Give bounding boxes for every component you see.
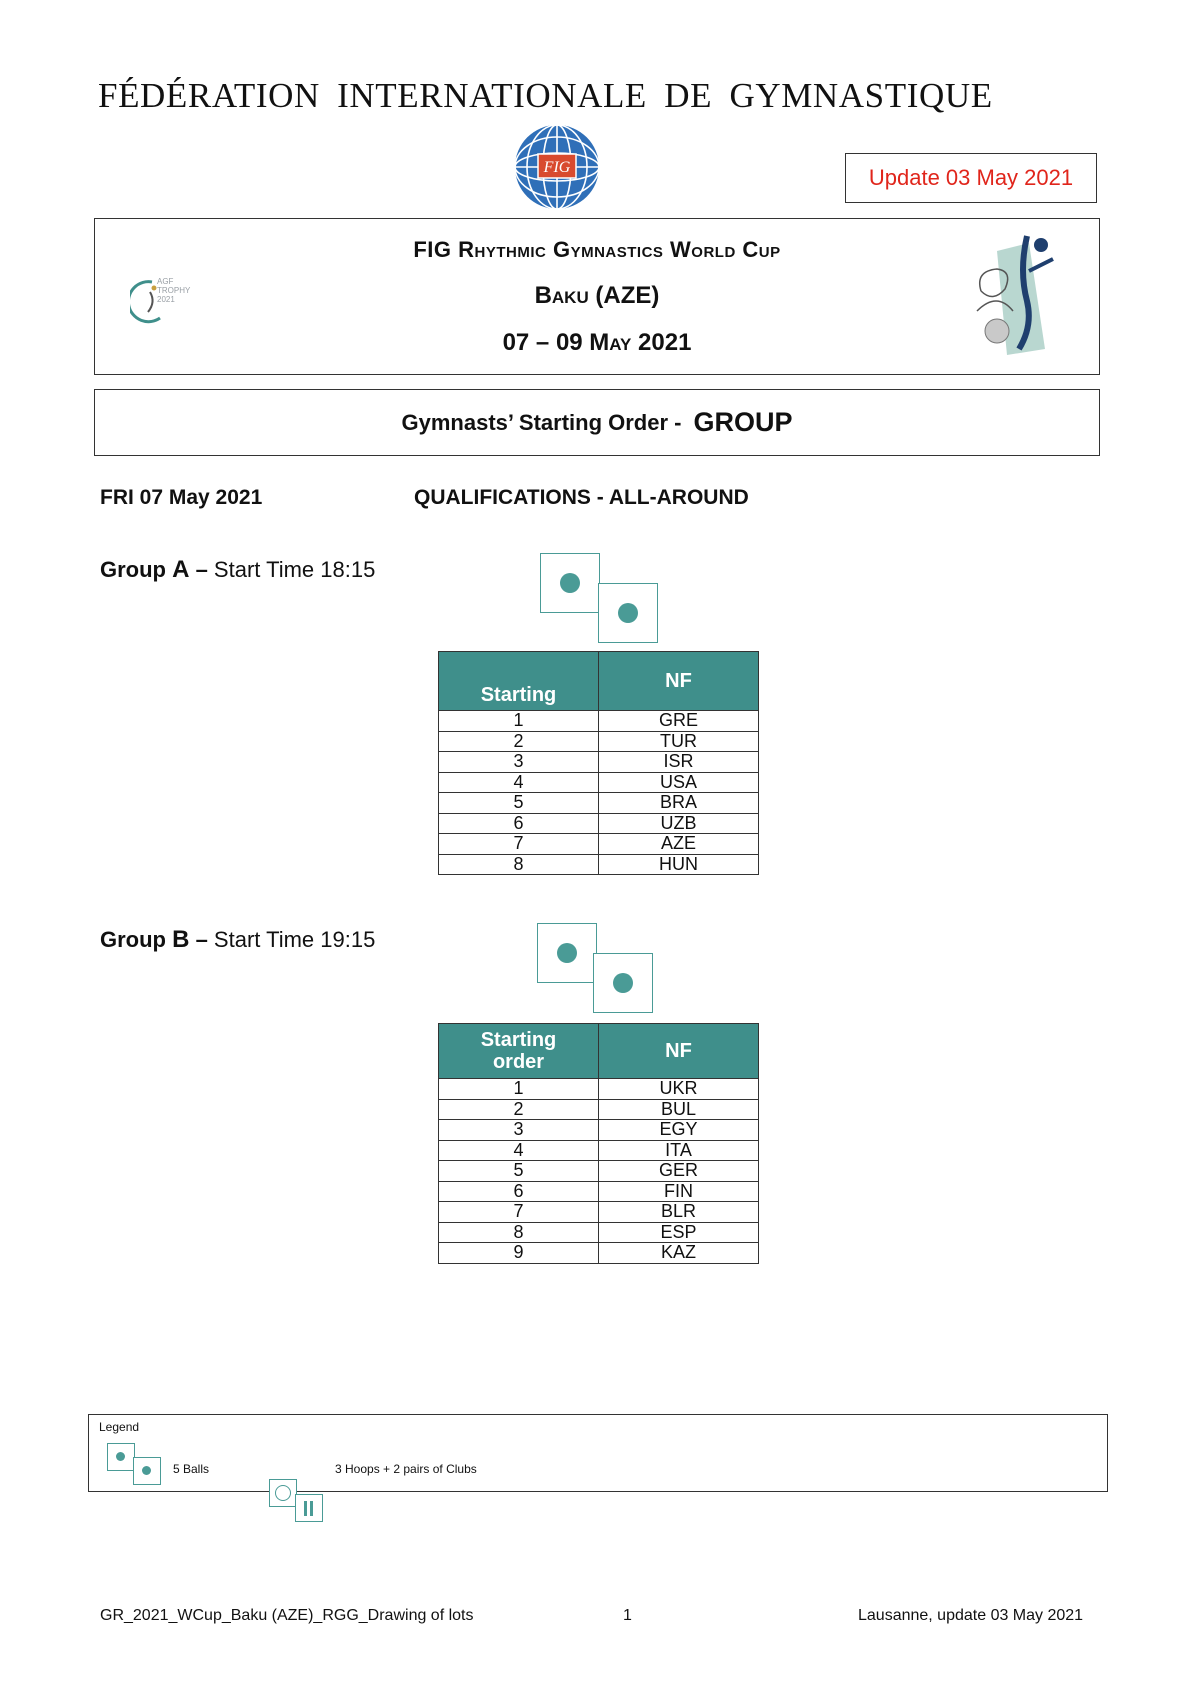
legend-item-balls: 5 Balls: [173, 1462, 210, 1476]
table-row: 6 UZB: [439, 813, 759, 834]
legend-title: Legend: [99, 1420, 140, 1434]
event-title: FIG Rhythmic Gymnastics World Cup: [413, 237, 781, 262]
table-row: 5 BRA: [439, 793, 759, 814]
clubs-icon: [295, 1494, 323, 1522]
event-header-box: [94, 218, 1100, 375]
table-row: 3 EGY: [439, 1120, 759, 1141]
table-row: 2 TUR: [439, 731, 759, 752]
table-row: 1 GRE: [439, 711, 759, 732]
event-dates: 07 – 09 May 2021: [502, 329, 692, 356]
footer-location-date: Lausanne, update 03 May 2021: [858, 1607, 1084, 1624]
group-a-heading: Group A – Start Time 18:15: [100, 556, 376, 583]
session-phase: QUALIFICATIONS - ALL-AROUND: [414, 486, 749, 509]
table-row: 1 UKR: [439, 1079, 759, 1100]
starting-order-title-box: [94, 389, 1100, 456]
table-row: 7 BLR: [439, 1202, 759, 1223]
column-header-starting-order: Starting: [439, 652, 599, 711]
event-location: Baku (AZE): [534, 282, 660, 309]
table-row: 3 ISR: [439, 752, 759, 773]
legend-box: [88, 1414, 1108, 1492]
five-balls-apparatus-icon: [540, 553, 664, 647]
federation-title: FÉDÉRATION INTERNATIONALE DE GYMNASTIQUE: [98, 76, 993, 115]
rhythmic-gymnast-logo: [967, 231, 1067, 356]
five-balls-apparatus-icon: [537, 923, 661, 1015]
column-header-starting-order: Starting order: [439, 1024, 599, 1079]
footer-document-name: GR_2021_WCup_Baku (AZE)_RGG_Drawing of lots: [100, 1607, 474, 1624]
group-b-starting-order-table: [438, 1023, 759, 1264]
starting-order-type: GROUP: [693, 407, 793, 437]
ball-icon: [133, 1457, 161, 1485]
group-b-heading: Group B – Start Time 19:15: [100, 926, 376, 953]
hoop-icon: [269, 1479, 297, 1507]
column-header-nf: NF: [599, 1024, 759, 1079]
legend-item-hoops-clubs: 3 Hoops + 2 pairs of Clubs: [335, 1462, 477, 1476]
table-row: 6 FIN: [439, 1181, 759, 1202]
svg-text:FIG: FIG: [543, 159, 571, 176]
group-a-starting-order-table: [438, 651, 759, 875]
footer-page-number: 1: [623, 1607, 632, 1624]
fig-globe-logo: [512, 122, 602, 212]
table-row: 4 ITA: [439, 1140, 759, 1161]
update-notice: Update 03 May 2021: [845, 153, 1097, 203]
table-row: 8 HUN: [439, 854, 759, 875]
hoops-clubs-apparatus-icon: [269, 1479, 325, 1525]
agf-logo-text: AGF TROPHY 2021: [157, 277, 191, 304]
table-row: 8 ESP: [439, 1222, 759, 1243]
table-row: 2 BUL: [439, 1099, 759, 1120]
table-row: 4 USA: [439, 772, 759, 793]
column-header-nf: NF: [599, 652, 759, 711]
table-row: 7 AZE: [439, 834, 759, 855]
ball-icon: [107, 1443, 135, 1471]
table-row: 9 KAZ: [439, 1243, 759, 1264]
table-row: 5 GER: [439, 1161, 759, 1182]
starting-order-title: Gymnasts’ Starting Order -: [401, 409, 682, 435]
session-date: FRI 07 May 2021: [100, 486, 263, 509]
